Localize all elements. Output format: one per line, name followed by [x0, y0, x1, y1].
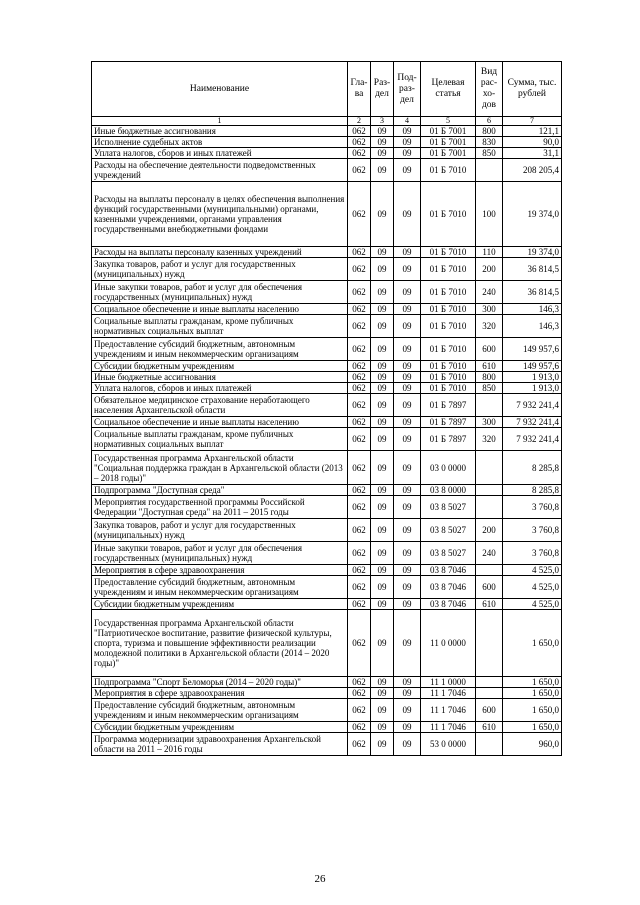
row-razdel: 09 [371, 451, 394, 485]
row-podrazdel: 09 [394, 159, 421, 182]
row-sum: 1 913,0 [503, 383, 562, 394]
row-target: 11 0 0000 [421, 610, 476, 677]
row-sum: 149 957,6 [503, 361, 562, 372]
row-razdel: 09 [371, 722, 394, 733]
row-target: 03 8 5027 [421, 496, 476, 519]
row-sum: 1 650,0 [503, 699, 562, 722]
row-glava: 062 [348, 182, 371, 247]
row-name: Подпрограмма "Доступная среда" [92, 485, 348, 496]
row-razdel: 09 [371, 542, 394, 565]
row-vid [476, 485, 503, 496]
row-sum: 7 932 241,4 [503, 394, 562, 417]
row-razdel: 09 [371, 281, 394, 304]
row-glava: 062 [348, 361, 371, 372]
row-podrazdel: 09 [394, 485, 421, 496]
row-name: Расходы на выплаты персоналу в целях обеспечения выполнения функций государственными (муниципальными) органами, казенными учреждениями, органами управления государственными внебюджетными фондами [92, 182, 348, 247]
table-row [92, 565, 562, 576]
row-name: Уплата налогов, сборов и иных платежей [92, 383, 348, 394]
row-target: 53 0 0000 [421, 733, 476, 756]
row-name: Исполнение судебных актов [92, 137, 348, 148]
row-glava: 062 [348, 496, 371, 519]
col-number: 7 [503, 117, 562, 126]
row-name: Социальное обеспечение и иные выплаты населению [92, 417, 348, 428]
row-target: 01 Б 7010 [421, 383, 476, 394]
page-number: 26 [314, 873, 326, 885]
row-vid: 110 [476, 247, 503, 258]
row-glava: 062 [348, 519, 371, 542]
row-name: Программа модернизации здравоохранения Архангельской области на 2011 – 2016 годы [92, 733, 348, 756]
row-razdel: 09 [371, 258, 394, 281]
row-target: 11 1 7046 [421, 699, 476, 722]
row-sum: 19 374,0 [503, 182, 562, 247]
row-target: 03 8 7046 [421, 576, 476, 599]
row-target: 01 Б 7010 [421, 247, 476, 258]
row-podrazdel: 09 [394, 722, 421, 733]
row-vid: 200 [476, 519, 503, 542]
row-name: Мероприятия в сфере здравоохранения [92, 565, 348, 576]
row-sum: 7 932 241,4 [503, 428, 562, 451]
row-razdel: 09 [371, 315, 394, 338]
row-podrazdel: 09 [394, 733, 421, 756]
table-row [92, 338, 562, 361]
row-podrazdel: 09 [394, 565, 421, 576]
row-name: Субсидии бюджетным учреждениям [92, 722, 348, 733]
row-vid [476, 677, 503, 688]
row-razdel: 09 [371, 137, 394, 148]
table-row [92, 610, 562, 677]
row-sum: 146,3 [503, 315, 562, 338]
row-target: 01 Б 7897 [421, 417, 476, 428]
row-podrazdel: 09 [394, 304, 421, 315]
row-glava: 062 [348, 394, 371, 417]
col-number: 6 [476, 117, 503, 126]
row-razdel: 09 [371, 372, 394, 383]
row-vid [476, 394, 503, 417]
row-name: Иные закупки товаров, работ и услуг для обеспечения государственных (муниципальных) нужд [92, 281, 348, 304]
row-target: 03 8 5027 [421, 519, 476, 542]
row-name: Расходы на выплаты персоналу казенных учреждений [92, 247, 348, 258]
row-vid [476, 159, 503, 182]
row-sum: 3 760,8 [503, 542, 562, 565]
column-numbers-row [92, 117, 562, 126]
row-podrazdel: 09 [394, 519, 421, 542]
row-sum: 19 374,0 [503, 247, 562, 258]
row-target: 03 8 5027 [421, 542, 476, 565]
row-vid: 200 [476, 258, 503, 281]
row-vid: 600 [476, 699, 503, 722]
row-vid: 800 [476, 372, 503, 383]
row-podrazdel: 09 [394, 338, 421, 361]
table-row [92, 148, 562, 159]
table-row [92, 496, 562, 519]
row-razdel: 09 [371, 304, 394, 315]
row-podrazdel: 09 [394, 361, 421, 372]
col-number: 4 [394, 117, 421, 126]
row-podrazdel: 09 [394, 315, 421, 338]
row-podrazdel: 09 [394, 496, 421, 519]
row-glava: 062 [348, 148, 371, 159]
table-row [92, 258, 562, 281]
row-podrazdel: 09 [394, 599, 421, 610]
col-number: 5 [421, 117, 476, 126]
row-podrazdel: 09 [394, 148, 421, 159]
row-glava: 062 [348, 576, 371, 599]
row-name: Иные закупки товаров, работ и услуг для обеспечения государственных (муниципальных) нужд [92, 542, 348, 565]
row-vid: 610 [476, 722, 503, 733]
row-vid: 100 [476, 182, 503, 247]
row-razdel: 09 [371, 576, 394, 599]
row-podrazdel: 09 [394, 451, 421, 485]
col-header-razdel: Раз-дел [371, 62, 394, 117]
table-row [92, 394, 562, 417]
row-sum: 8 285,8 [503, 485, 562, 496]
row-sum: 31,1 [503, 148, 562, 159]
row-name: Социальные выплаты гражданам, кроме публичных нормативных социальных выплат [92, 315, 348, 338]
row-name: Предоставление субсидий бюджетным, автономным учреждениям и иным некоммерческим организациям [92, 576, 348, 599]
row-glava: 062 [348, 565, 371, 576]
row-glava: 062 [348, 722, 371, 733]
table-row [92, 304, 562, 315]
row-vid: 600 [476, 338, 503, 361]
row-sum: 1 913,0 [503, 372, 562, 383]
row-vid: 850 [476, 148, 503, 159]
col-header-sum: Сумма, тыс. рублей [503, 62, 562, 117]
row-name: Социальное обеспечение и иные выплаты населению [92, 304, 348, 315]
row-glava: 062 [348, 699, 371, 722]
row-glava: 062 [348, 733, 371, 756]
table-row [92, 599, 562, 610]
row-vid: 300 [476, 304, 503, 315]
row-vid [476, 688, 503, 699]
table-row [92, 281, 562, 304]
row-name: Государственная программа Архангельской области "Патриотическое воспитание, развитие физической культуры, спорта, туризма и повышение эффективности реализации молодежной политики в Архангельской области (2014 – 2020 годы)" [92, 610, 348, 677]
row-name: Предоставление субсидий бюджетным, автономным учреждениям и иным некоммерческим организациям [92, 699, 348, 722]
row-razdel: 09 [371, 428, 394, 451]
table-row [92, 722, 562, 733]
col-header-glava: Гла-ва [348, 62, 371, 117]
row-sum: 3 760,8 [503, 496, 562, 519]
table-row [92, 247, 562, 258]
row-target: 01 Б 7001 [421, 126, 476, 137]
col-header-target: Целевая статья [421, 62, 476, 117]
row-name: Иные бюджетные ассигнования [92, 126, 348, 137]
row-razdel: 09 [371, 688, 394, 699]
row-podrazdel: 09 [394, 542, 421, 565]
table-row [92, 542, 562, 565]
row-sum: 36 814,5 [503, 281, 562, 304]
row-podrazdel: 09 [394, 247, 421, 258]
row-sum: 4 525,0 [503, 565, 562, 576]
row-podrazdel: 09 [394, 417, 421, 428]
row-razdel: 09 [371, 677, 394, 688]
row-name: Субсидии бюджетным учреждениям [92, 599, 348, 610]
row-podrazdel: 09 [394, 699, 421, 722]
row-glava: 062 [348, 372, 371, 383]
table-row [92, 677, 562, 688]
row-sum: 4 525,0 [503, 576, 562, 599]
table-row [92, 182, 562, 247]
row-razdel: 09 [371, 148, 394, 159]
row-glava: 062 [348, 338, 371, 361]
row-name: Предоставление субсидий бюджетным, автономным учреждениям и иным некоммерческим организациям [92, 338, 348, 361]
row-podrazdel: 09 [394, 126, 421, 137]
row-sum: 90,0 [503, 137, 562, 148]
row-glava: 062 [348, 599, 371, 610]
table-row [92, 126, 562, 137]
row-glava: 062 [348, 688, 371, 699]
row-razdel: 09 [371, 417, 394, 428]
row-target: 01 Б 7010 [421, 258, 476, 281]
row-glava: 062 [348, 383, 371, 394]
row-vid [476, 565, 503, 576]
row-sum: 4 525,0 [503, 599, 562, 610]
row-vid: 830 [476, 137, 503, 148]
row-target: 01 Б 7001 [421, 148, 476, 159]
table-row [92, 451, 562, 485]
row-razdel: 09 [371, 394, 394, 417]
row-name: Обязательное медицинское страхование неработающего населения Архангельской области [92, 394, 348, 417]
row-vid: 320 [476, 315, 503, 338]
row-razdel: 09 [371, 733, 394, 756]
row-sum: 8 285,8 [503, 451, 562, 485]
row-glava: 062 [348, 428, 371, 451]
row-target: 01 Б 7010 [421, 281, 476, 304]
table-row [92, 688, 562, 699]
row-sum: 1 650,0 [503, 688, 562, 699]
row-razdel: 09 [371, 485, 394, 496]
row-razdel: 09 [371, 610, 394, 677]
row-vid [476, 610, 503, 677]
row-glava: 062 [348, 304, 371, 315]
row-target: 01 Б 7010 [421, 338, 476, 361]
row-glava: 062 [348, 451, 371, 485]
row-podrazdel: 09 [394, 688, 421, 699]
row-target: 01 Б 7010 [421, 361, 476, 372]
row-razdel: 09 [371, 699, 394, 722]
row-razdel: 09 [371, 247, 394, 258]
row-name: Мероприятия государственной программы Российской Федерации "Доступная среда" на 2011 – 2015 годы [92, 496, 348, 519]
row-glava: 062 [348, 610, 371, 677]
row-podrazdel: 09 [394, 576, 421, 599]
col-number: 2 [348, 117, 371, 126]
row-razdel: 09 [371, 182, 394, 247]
row-sum: 121,1 [503, 126, 562, 137]
row-vid [476, 451, 503, 485]
row-sum: 3 760,8 [503, 519, 562, 542]
row-name: Социальные выплаты гражданам, кроме публичных нормативных социальных выплат [92, 428, 348, 451]
row-razdel: 09 [371, 159, 394, 182]
row-podrazdel: 09 [394, 394, 421, 417]
row-razdel: 09 [371, 126, 394, 137]
table-row [92, 428, 562, 451]
row-vid: 600 [476, 576, 503, 599]
row-glava: 062 [348, 281, 371, 304]
row-razdel: 09 [371, 496, 394, 519]
row-glava: 062 [348, 417, 371, 428]
row-vid: 300 [476, 417, 503, 428]
row-razdel: 09 [371, 519, 394, 542]
row-razdel: 09 [371, 565, 394, 576]
row-podrazdel: 09 [394, 258, 421, 281]
row-sum: 1 650,0 [503, 722, 562, 733]
row-target: 01 Б 7897 [421, 394, 476, 417]
row-podrazdel: 09 [394, 610, 421, 677]
row-glava: 062 [348, 126, 371, 137]
row-vid [476, 496, 503, 519]
table-row [92, 315, 562, 338]
table-row [92, 383, 562, 394]
row-glava: 062 [348, 542, 371, 565]
row-sum: 7 932 241,4 [503, 417, 562, 428]
row-sum: 149 957,6 [503, 338, 562, 361]
row-razdel: 09 [371, 383, 394, 394]
row-name: Уплата налогов, сборов и иных платежей [92, 148, 348, 159]
row-podrazdel: 09 [394, 137, 421, 148]
row-sum: 960,0 [503, 733, 562, 756]
row-vid: 850 [476, 383, 503, 394]
row-name: Субсидии бюджетным учреждениям [92, 361, 348, 372]
row-sum: 1 650,0 [503, 610, 562, 677]
row-target: 03 0 0000 [421, 451, 476, 485]
row-podrazdel: 09 [394, 428, 421, 451]
table-row [92, 699, 562, 722]
row-razdel: 09 [371, 361, 394, 372]
row-podrazdel: 09 [394, 677, 421, 688]
table-row [92, 361, 562, 372]
row-razdel: 09 [371, 599, 394, 610]
row-glava: 062 [348, 315, 371, 338]
row-vid: 610 [476, 361, 503, 372]
row-target: 03 8 7046 [421, 599, 476, 610]
col-number: 1 [92, 117, 348, 126]
col-number: 3 [371, 117, 394, 126]
row-glava: 062 [348, 159, 371, 182]
row-name: Мероприятия в сфере здравоохранения [92, 688, 348, 699]
row-sum: 1 650,0 [503, 677, 562, 688]
row-name: Расходы на обеспечение деятельности подведомственных учреждений [92, 159, 348, 182]
row-glava: 062 [348, 137, 371, 148]
row-podrazdel: 09 [394, 281, 421, 304]
row-vid: 320 [476, 428, 503, 451]
col-header-podrazdel: Под-раз-дел [394, 62, 421, 117]
row-target: 11 1 7046 [421, 688, 476, 699]
row-glava: 062 [348, 247, 371, 258]
table-row [92, 417, 562, 428]
row-target: 01 Б 7010 [421, 315, 476, 338]
row-name: Подпрограмма "Спорт Беломорья (2014 – 2020 годы)" [92, 677, 348, 688]
table-row [92, 159, 562, 182]
budget-table [91, 61, 562, 756]
table-row [92, 576, 562, 599]
col-header-vid: Вид рас-хо-дов [476, 62, 503, 117]
col-header-name: Наименование [92, 62, 348, 117]
row-glava: 062 [348, 485, 371, 496]
table-row [92, 372, 562, 383]
table-row [92, 485, 562, 496]
header-row [92, 62, 562, 117]
row-name: Закупка товаров, работ и услуг для государственных (муниципальных) нужд [92, 519, 348, 542]
row-target: 01 Б 7010 [421, 304, 476, 315]
row-name: Государственная программа Архангельской области "Социальная поддержка граждан в Архангельской области (2013 – 2018 годы)" [92, 451, 348, 485]
table-row [92, 519, 562, 542]
row-target: 01 Б 7010 [421, 182, 476, 247]
row-glava: 062 [348, 677, 371, 688]
row-vid [476, 733, 503, 756]
row-target: 01 Б 7010 [421, 159, 476, 182]
row-name: Закупка товаров, работ и услуг для государственных (муниципальных) нужд [92, 258, 348, 281]
row-podrazdel: 09 [394, 372, 421, 383]
row-razdel: 09 [371, 338, 394, 361]
row-target: 11 1 0000 [421, 677, 476, 688]
row-target: 11 1 7046 [421, 722, 476, 733]
row-target: 03 8 7046 [421, 565, 476, 576]
row-target: 01 Б 7001 [421, 137, 476, 148]
row-podrazdel: 09 [394, 383, 421, 394]
row-target: 03 8 0000 [421, 485, 476, 496]
row-glava: 062 [348, 258, 371, 281]
row-vid: 610 [476, 599, 503, 610]
row-vid: 240 [476, 542, 503, 565]
row-sum: 208 205,4 [503, 159, 562, 182]
table-row [92, 137, 562, 148]
row-name: Иные бюджетные ассигнования [92, 372, 348, 383]
row-podrazdel: 09 [394, 182, 421, 247]
row-target: 01 Б 7010 [421, 372, 476, 383]
row-vid: 240 [476, 281, 503, 304]
row-target: 01 Б 7897 [421, 428, 476, 451]
row-sum: 36 814,5 [503, 258, 562, 281]
row-vid: 800 [476, 126, 503, 137]
row-sum: 146,3 [503, 304, 562, 315]
table-row [92, 733, 562, 756]
